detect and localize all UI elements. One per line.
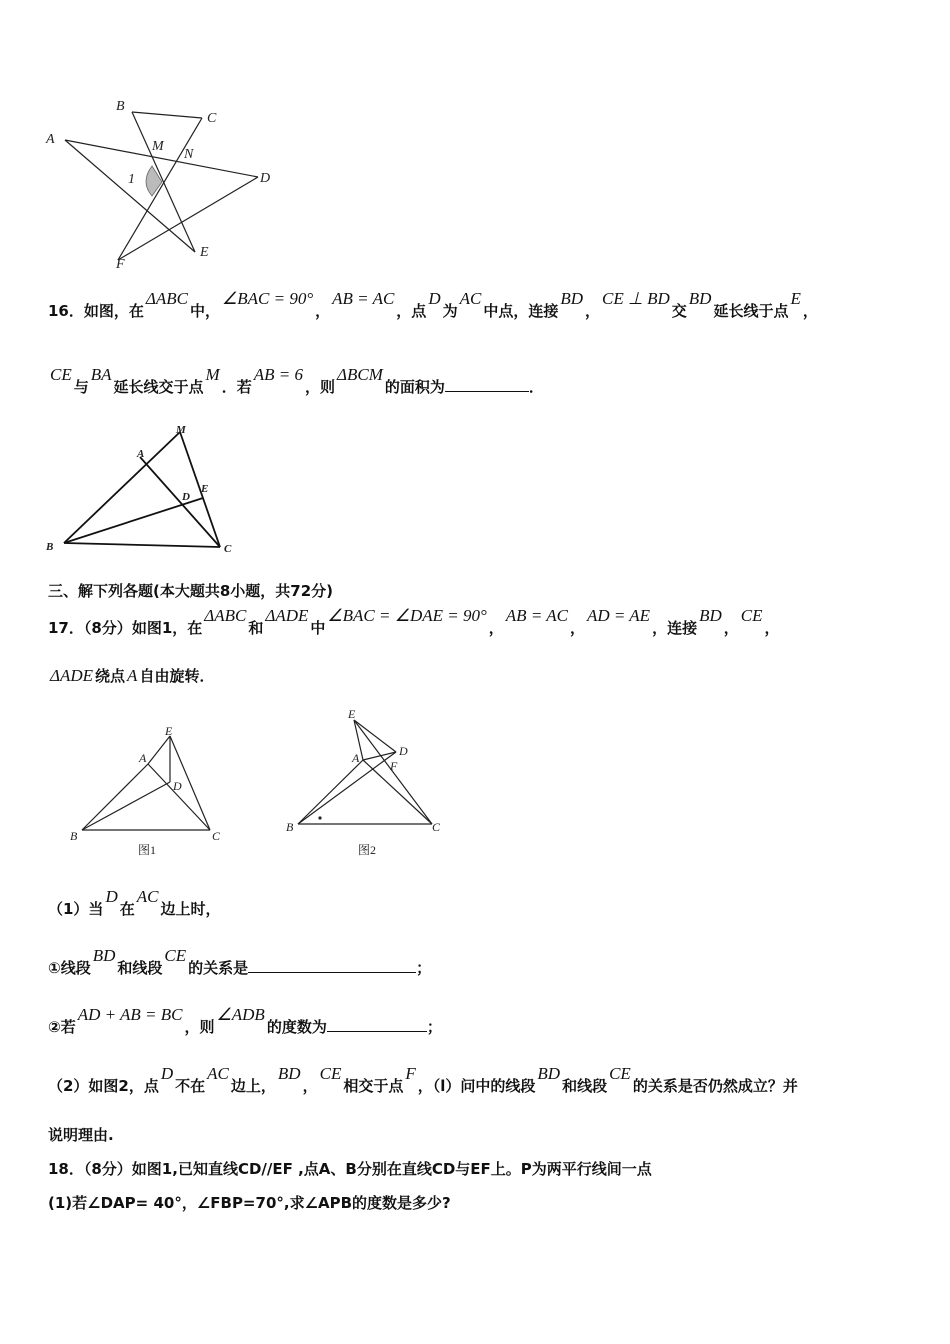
q17-part2-line-1: （2）如图2，点D不在AC边上，BD，CE相交于点F，（l）问中的线段BD和线段CE的关系是否仍然成立？并 xyxy=(48,1064,798,1095)
fig15-label-d: D xyxy=(260,171,271,186)
q17-part2-line-2: 说明理由. xyxy=(48,1126,114,1144)
q16-number: 16． xyxy=(48,302,84,320)
fig15-label-b: B xyxy=(116,99,125,114)
figure-q16 xyxy=(40,420,250,560)
fig17-1-label-d: D xyxy=(173,779,182,793)
fig16-label-a: A xyxy=(137,448,145,460)
fig17-2-label-d: D xyxy=(399,744,408,758)
q17-sub2: ②若AD + AB = BC，则∠ADB的度数为 ； xyxy=(48,1005,442,1036)
fig17-1-caption: 图1 xyxy=(138,843,157,857)
fig17-1-label-a: A xyxy=(139,751,147,765)
fig15-label-e: E xyxy=(200,245,209,260)
fig17-2-label-a: A xyxy=(352,751,360,765)
fig15-label-1: 1 xyxy=(128,172,135,187)
q17-sub1: ①线段BD和线段CE的关系是 ； xyxy=(48,946,432,977)
q17-sub1-answer-blank[interactable] xyxy=(248,958,416,973)
fig15-label-m: M xyxy=(152,139,164,154)
fig16-label-b: B xyxy=(46,541,54,553)
fig16-label-m: M xyxy=(176,424,186,436)
fig17-1-label-e: E xyxy=(165,724,173,738)
fig16-label-d: D xyxy=(182,491,190,503)
fig17-1-label-c: C xyxy=(212,829,221,843)
figure-q17-2 xyxy=(280,700,465,860)
fig15-label-n: N xyxy=(184,147,194,162)
q17-part1-intro: （1）当D在AC边上时， xyxy=(48,887,221,918)
q17-sub2-answer-blank[interactable] xyxy=(327,1017,427,1032)
fig17-2-label-e: E xyxy=(348,707,356,721)
q17-number: 17．（8分） xyxy=(48,619,132,637)
q17-line-1: 17．（8分）如图1，在ΔABC和ΔADE中∠BAC = ∠DAE = 90°，AB = AC，AD = AE，连接BD，CE， xyxy=(48,606,780,637)
fig17-2-caption: 图2 xyxy=(358,843,377,857)
fig16-label-e: E xyxy=(201,483,209,495)
q17-line-2: ΔADE 绕点 A 自由旋转． xyxy=(50,666,215,685)
fig17-2-label-f: F xyxy=(390,759,398,773)
figure-q15 xyxy=(40,90,290,275)
q18-line-2: (1)若∠DAP= 40°，∠FBP=70°,求∠APB的度数是多少? xyxy=(48,1194,451,1212)
figure-q17-1 xyxy=(60,720,240,860)
fig15-label-c: C xyxy=(207,111,217,126)
q18-line-1: 18．（8分）如图1,已知直线CD//EF ,点A、B分别在直线CD与EF上。P为两平行线间一点 xyxy=(48,1160,652,1178)
fig15-label-f: F xyxy=(116,257,125,272)
q16-answer-blank[interactable] xyxy=(445,377,529,392)
section-3-title: 三、解下列各题(本大题共8小题，共72分) xyxy=(48,582,334,600)
fig17-2-label-b: B xyxy=(286,820,294,834)
fig15-label-a: A xyxy=(46,132,55,147)
q16-line-1: 16．如图，在ΔABC中，∠BAC = 90°，AB = AC，点D为AC中点，连接BD，CE ⊥ BD交BD延长线于点E， xyxy=(48,289,818,320)
fig17-2-label-c: C xyxy=(432,820,441,834)
fig17-1-label-b: B xyxy=(70,829,78,843)
fig16-label-c: C xyxy=(224,543,232,555)
q16-line-2: CE与BA延长线交于点M．若AB = 6，则ΔBCM的面积为 ． xyxy=(50,365,544,396)
